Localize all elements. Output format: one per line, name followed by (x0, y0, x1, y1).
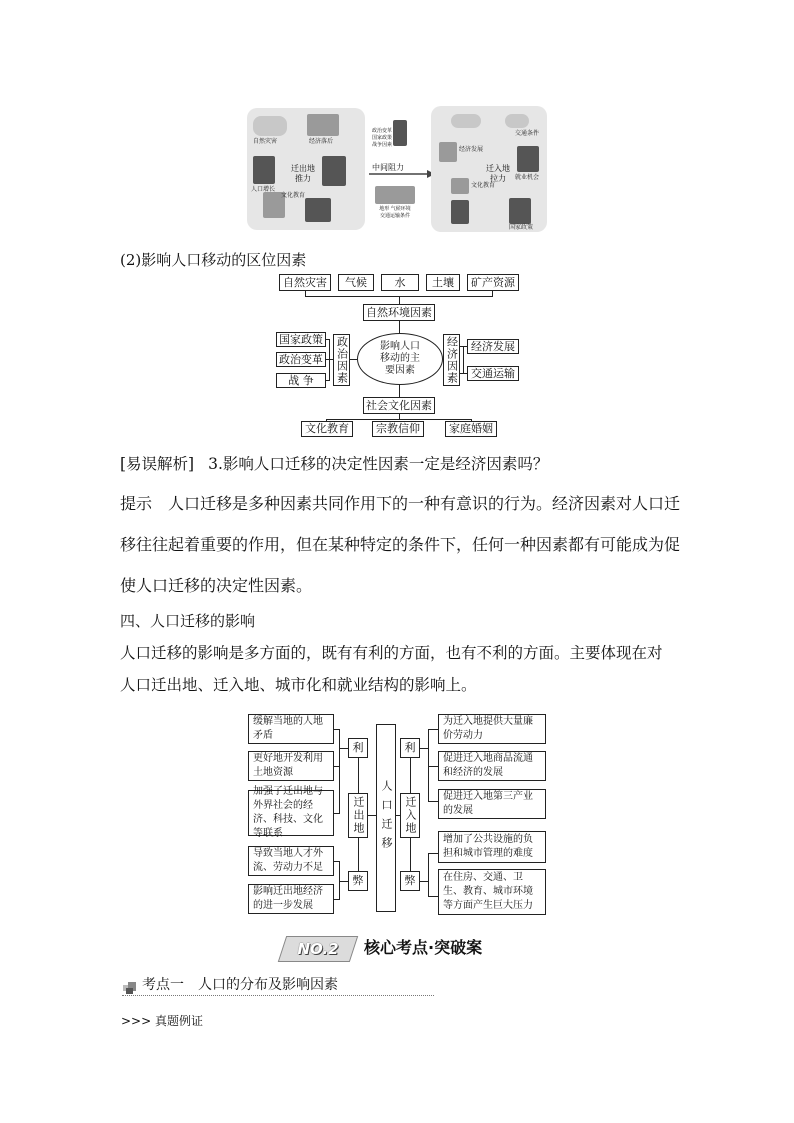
crowd-picture (305, 198, 331, 222)
factory-picture (307, 114, 339, 136)
out-harm-label: 弊 (348, 871, 368, 891)
political-item: 国家政策 (276, 332, 326, 347)
economic-item: 经济发展 (467, 339, 519, 354)
cloud-picture (451, 114, 481, 128)
left-caption: 自然灾害 (253, 138, 278, 145)
push-label: 迁出地 推力 (291, 164, 315, 183)
center-label: 影响人口 移动的主 要因素 (380, 341, 420, 376)
out-harm-item: 导致当地人才外流、劳动力不足 (248, 846, 334, 876)
misconception-tag: [易误解析] (120, 455, 195, 473)
out-region-label: 迁出地 (348, 793, 368, 838)
out-benefit-item: 缓解当地的人地矛盾 (248, 714, 334, 744)
economic-factor: 经济因素 (443, 334, 460, 386)
answer-line: 使人口迁移的决定性因素。 (120, 576, 313, 595)
economic-item: 交通运输 (467, 366, 519, 381)
right-caption: 国家政策 (509, 224, 534, 231)
policy-picture (509, 198, 531, 224)
section-squares-icon (123, 982, 137, 994)
in-benefit-label: 利 (400, 738, 420, 758)
misconception-question: 3.影响人口迁移的决定性因素一定是经济因素吗？ (208, 455, 549, 473)
migration-forces-illustration (247, 106, 549, 234)
social-item: 文化教育 (301, 421, 353, 437)
right-caption: 经济发展 (459, 146, 484, 153)
center-top-text: 政治变革 国家政策 战争因素 (371, 128, 392, 148)
landscape-picture (375, 186, 415, 204)
banner-title: 核心考点·突破案 (364, 938, 483, 957)
in-harm-item: 在住房、交通、卫生、教育、城市环境等方面产生巨大压力 (438, 869, 546, 915)
factor-natural-disaster: 自然灾害 (279, 274, 331, 291)
left-caption: 经济落后 (309, 138, 334, 145)
in-harm-label: 弊 (400, 871, 420, 891)
arrows-icon (365, 158, 435, 188)
school-picture (451, 178, 469, 194)
section-divider (122, 995, 434, 996)
answer-line: 移往往起着重要的作用，但在某种特定的条件下，任何一种因素都有可能成为促 (120, 535, 681, 554)
people-picture (253, 156, 275, 184)
in-benefit-item: 促进迁入地第三产业的发展 (438, 789, 546, 819)
natural-environment-factor: 自然环境因素 (363, 304, 435, 321)
right-caption: 交通条件 (515, 130, 540, 137)
disaster-picture (253, 116, 287, 136)
social-item: 宗教信仰 (372, 421, 424, 437)
section4-line: 人口迁移的影响是多方面的，既有有利的方面，也有不利的方面。主要体现在对 (120, 644, 663, 662)
center-migration-label: 人口迁移 (376, 724, 396, 912)
pull-panel (431, 106, 547, 232)
misconception-question-line (120, 454, 548, 474)
pull-label: 迁入地 拉力 (486, 164, 510, 183)
money-picture (439, 142, 457, 162)
right-caption: 文化教育 (471, 182, 496, 189)
main-factors-ellipse (357, 333, 443, 385)
political-item: 战 争 (276, 373, 326, 388)
section-title: 考点一 人口的分布及影响因素 (142, 977, 338, 993)
out-harm-item: 影响迁出地经济的进一步发展 (248, 884, 334, 914)
factor-minerals: 矿产资源 (467, 274, 519, 291)
section4-line: 人口迁出地、迁入地、城市化和就业结构的影响上。 (120, 676, 477, 694)
right-caption: 就业机会 (515, 174, 540, 181)
section-number-badge: NO.2 (278, 936, 358, 962)
out-benefit-item: 更好地开发利用土地资源 (248, 751, 334, 781)
cloud-picture (505, 114, 529, 128)
in-benefit-item: 促进迁入地商品流通和经济的发展 (438, 751, 546, 781)
factor-water: 水 (381, 274, 419, 291)
example-label: >>> 真题例证 (121, 1014, 203, 1028)
political-item: 政治变革 (276, 352, 326, 367)
out-benefit-item: 加强了迁出地与外界社会的经济、科技、文化等联系 (248, 790, 334, 836)
push-panel (247, 108, 365, 230)
out-benefit-label: 利 (348, 738, 368, 758)
war-picture (451, 200, 469, 224)
center-bottom-text: 地形 气候环境 交通运输条件 (379, 206, 411, 219)
answer-line: 提示 人口迁移是多种因素共同作用下的一种有意识的行为。经济因素对人口迁 (120, 494, 681, 513)
section-heading: (2)影响人口移动的区位因素 (120, 251, 307, 269)
resistance-label: 中间阻力 (372, 163, 404, 172)
left-caption: 人口增长 (251, 186, 276, 193)
in-benefit-item: 为迁入地提供大量廉价劳动力 (438, 714, 546, 744)
factor-climate: 气候 (338, 274, 374, 291)
social-item: 家庭婚姻 (445, 421, 497, 437)
section4-heading: 四、人口迁移的影响 (120, 612, 256, 630)
farmer-picture (322, 156, 346, 186)
left-caption: 文化教育 (281, 192, 306, 199)
in-harm-item: 增加了公共设施的负担和城市管理的难度 (438, 831, 546, 863)
worker-picture (517, 146, 539, 172)
in-region-label: 迁入地 (400, 793, 420, 838)
political-factor: 政治因素 (333, 334, 350, 386)
factor-soil: 土壤 (426, 274, 460, 291)
social-cultural-factor: 社会文化因素 (363, 397, 435, 414)
